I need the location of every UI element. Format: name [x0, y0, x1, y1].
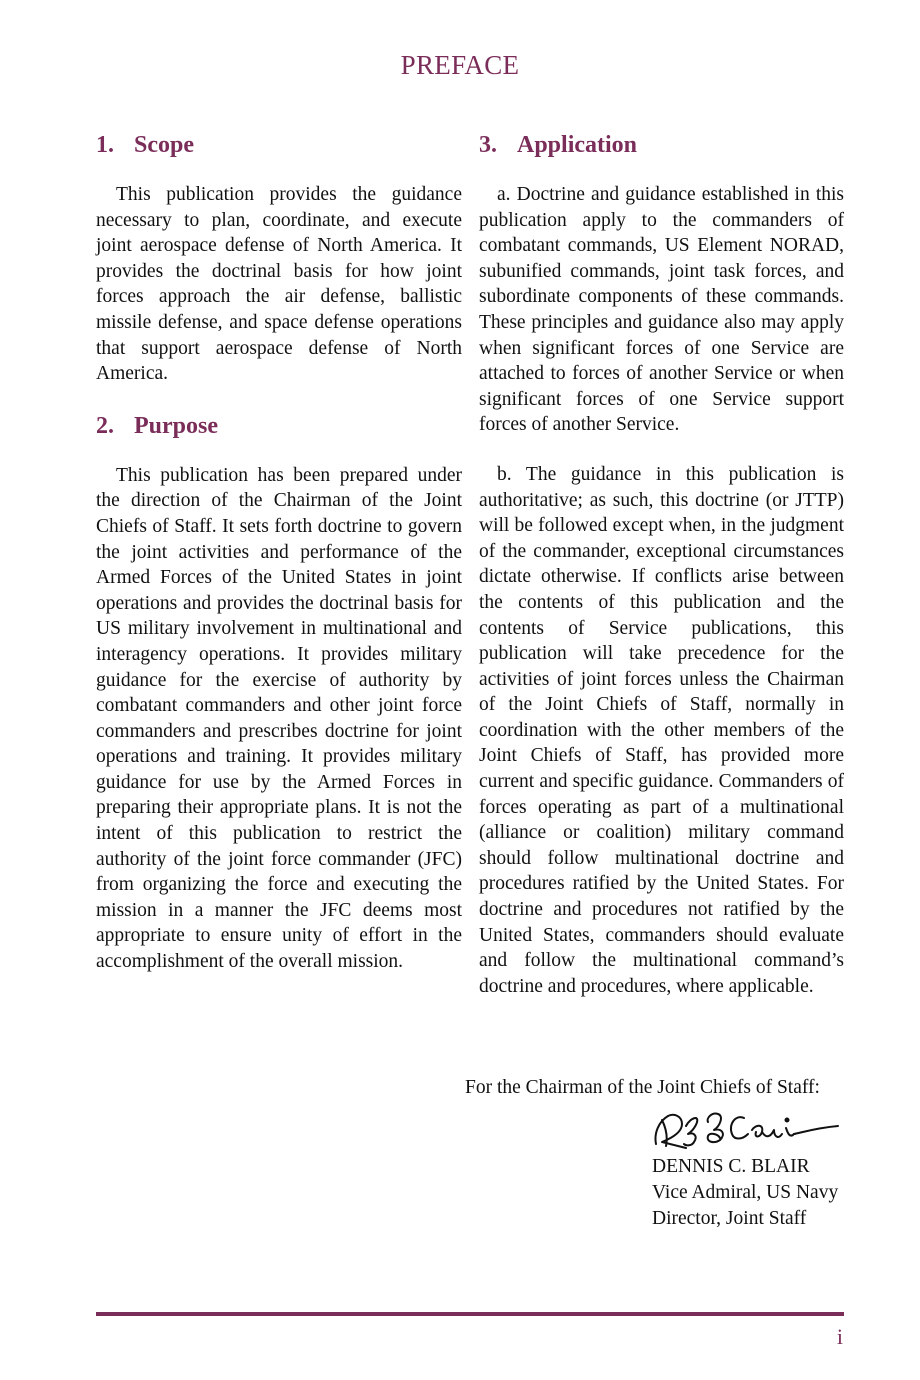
footer-rule — [96, 1312, 844, 1316]
signer-position: Director, Joint Staff — [652, 1208, 807, 1229]
application-number: 3. — [479, 132, 497, 158]
signature-image — [648, 1104, 848, 1156]
signer-block — [652, 1154, 838, 1232]
page-number: i — [836, 1324, 843, 1349]
signer-rank: Vice Admiral, US Navy — [652, 1182, 839, 1203]
scope-number: 1. — [96, 132, 114, 158]
application-para-b: b. The guidance in this publication is authoritative; as such, this doctrine (or JTTP) will be followed except when, in the judgment of the commander, exceptional circumstances dictate otherwise. If conflicts arise between the contents of this publication and the contents of Service publications, this publication will take precedence for the activities of joint forces unless the Chairman of the Joint Chiefs of Staff, normally in coordination with the other members of the Joint Chiefs of Staff, has provided more current and specific guidance. Commanders of forces operating as part of a multinational (alliance or coalition) military command should follow multinational doctrine and procedures ratified by the United States. For doctrine and procedures not ratified by the United States, commanders should evaluate and follow the multinational command’s doctrine and procedures, where applicable. — [479, 463, 844, 997]
purpose-title: Purpose — [134, 412, 218, 439]
signer-name: DENNIS C. BLAIR — [652, 1156, 810, 1177]
application-para-a: a. Doctrine and guidance established in this publication apply to the commanders of combatant commands, US Element NORAD, subunified commands, joint task forces, and subordinate components of these commands. These principles and guidance also may apply when significant forces of one Service are attached to forces of another Service or when significant forces of one Service support forces of another Service. — [479, 184, 844, 436]
page-title: PREFACE — [400, 50, 520, 80]
scope-title: Scope — [134, 132, 194, 158]
application-title: Application — [517, 132, 638, 158]
purpose-text: This publication has been prepared under the direction of the Chairman of the Joint Chiefs of Staff. It sets forth doctrine to govern the joint activities and performance of the Armed Forces of the United States in joint operations and provides the doctrinal basis for US military involvement in multinational and interagency operations. It provides military guidance for the exercise of authority by combatant commanders and other joint force commanders and prescribes doctrine for joint operations and training. It provides military guidance for use by the Armed Forces in preparing their appropriate plans. It is not the intent of this publication to restrict the authority of the joint force commander (JFC) from organizing the force and executing the mission in a manner the JFC deems most appropriate to ensure unity of effort in the accomplishment of the overall mission. — [96, 464, 462, 973]
scope-text: This publication provides the guidance necessary to plan, coordinate, and execute joint aerospace defense of North America. It provides the doctrinal basis for how joint forces approach the air defense, ballistic missile defense, and space defense operations that support aerospace defense of North America. — [96, 184, 462, 385]
scope-heading — [96, 130, 462, 160]
purpose-heading — [96, 411, 462, 441]
closing-line: For the Chairman of the Joint Chiefs of Staff: — [465, 1077, 820, 1098]
application-heading — [479, 130, 844, 160]
right-column — [479, 130, 844, 999]
left-column — [96, 130, 462, 975]
purpose-number: 2. — [96, 412, 114, 439]
